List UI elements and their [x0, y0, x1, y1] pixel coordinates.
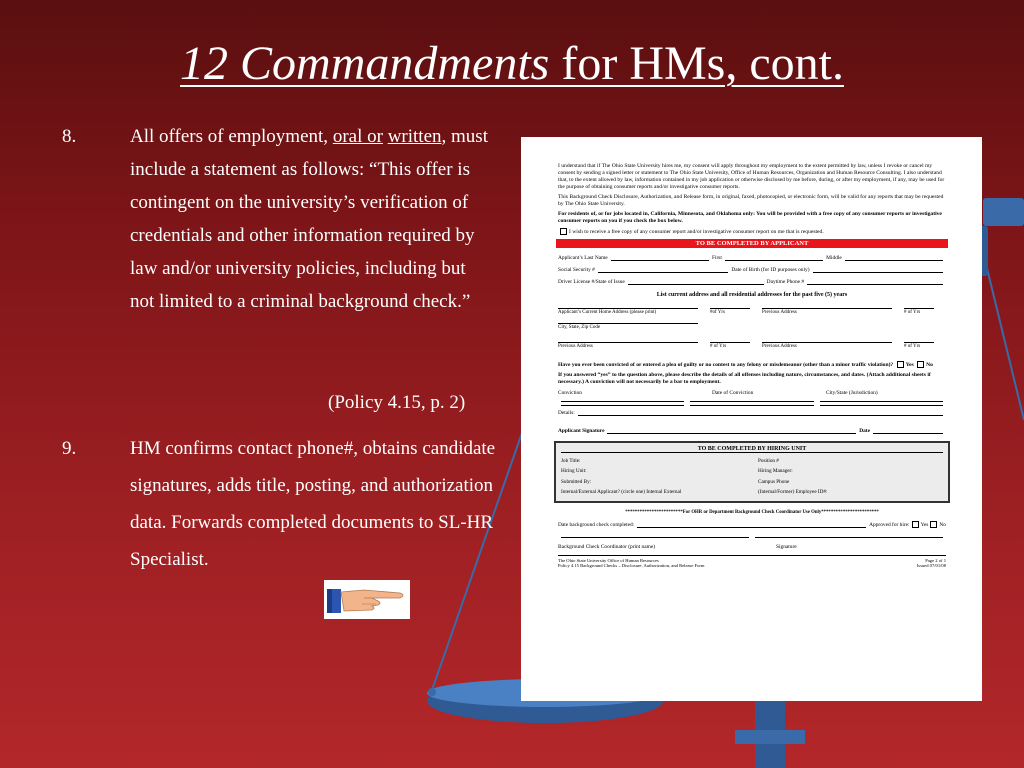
field-label: Social Security # — [558, 266, 595, 273]
slide-title — [0, 34, 1024, 94]
item8-rest: , must include a statement as follows: “This offer is contingent on the university’s verification of credentials and other information required by law and/or university policies, including but not limited to a criminal background check.” — [130, 126, 488, 312]
form-row — [558, 405, 946, 407]
field-label: Driver License #/State of Issue — [558, 278, 625, 285]
background-check-form-image — [521, 137, 982, 701]
field-label: Submitted By: — [561, 478, 592, 485]
field-label: Internal/External Applicant? (circle one) Internal External — [561, 489, 682, 496]
scale-post-ring — [735, 730, 805, 744]
item8-underlined-1: oral or — [332, 126, 383, 147]
field-label: Job Title: — [561, 457, 581, 464]
checkbox-icon — [930, 521, 937, 528]
checkbox-icon — [912, 521, 919, 528]
hiring-section-bar: TO BE COMPLETED BY HIRING UNIT — [561, 446, 943, 453]
title-rest: for HMs, cont. — [549, 37, 844, 90]
no-label: No — [926, 361, 933, 368]
conviction-question — [558, 361, 946, 369]
footer-text: The Ohio State University Office of Human Resources — [558, 557, 659, 563]
field-label: Date of Conviction — [712, 389, 754, 396]
checkbox-icon — [917, 361, 924, 368]
footer-text: Page 2 of 1 — [925, 557, 946, 563]
field-label: # of Yrs — [904, 308, 934, 315]
field-label: Background Check Coordinator (print name) — [558, 543, 656, 550]
field-label: Daytime Phone # — [766, 278, 805, 285]
field-label: # of Yrs — [710, 342, 750, 349]
field-label: #of Yrs — [710, 308, 750, 315]
item-text: HM confirms contact phone#, obtains candidate signatures, adds title, posting, and authorization data. Forwards completed documents to SL-HR Specialist. — [130, 438, 496, 570]
field-label: Date — [859, 427, 870, 434]
form-row — [558, 537, 946, 539]
form-row — [558, 521, 946, 529]
ohr-heading: ************************For OHR or Department Background Check Coordinator Use Only************************ — [625, 509, 879, 515]
conviction-columns — [558, 389, 946, 397]
field-label: Applicant’s Current Home Address (please print) — [558, 308, 698, 315]
field-label: First — [711, 254, 722, 261]
form-row — [558, 427, 946, 435]
form-checkbox-row — [558, 228, 946, 236]
field-label: Previous Address — [762, 308, 892, 315]
scale-chain-ring — [428, 688, 436, 696]
item8-underlined-2: written — [387, 126, 442, 147]
form-row — [558, 266, 946, 274]
yes-label: Yes — [905, 361, 914, 368]
form-para-3: For residents of, or for jobs located in, California, Minnesota, and Oklahoma only: You will be provided with a free copy of any consumer reports or investigative consumer reports on you if you check the box below. — [558, 211, 942, 224]
item-text — [130, 120, 490, 318]
address-row — [558, 323, 946, 330]
pointing-hand-icon — [324, 580, 410, 619]
field-label: Applicant’s Last Name — [558, 254, 608, 261]
form-row — [558, 409, 946, 417]
field-label: Approved for hire: — [869, 521, 910, 528]
scale-chain-far — [985, 260, 1024, 420]
form-para-1: I understand that if The Ohio State University hires me, my consent will apply throughout my employment to the extent permitted by law, unless I revoke or cancel my consent by sending a signed letter or statement to The Ohio State University, Office of Human Resources, Organization and Human Resource Consulting. I also understand that, to the extent allowed by law, information contained in my job application or otherwise disclosed by me before, during, or after my employment, if any, may be used for the purpose of obtaining consumer reports and/or investigative consumer reports. — [558, 163, 945, 190]
form-checkbox-text: I wish to receive a free copy of any consumer report and/or investigative consumer report on me that is requested. — [569, 228, 824, 235]
field-label: Campus Phone — [758, 478, 790, 485]
field-label: Yes — [920, 521, 929, 528]
form-row — [558, 401, 946, 403]
conviction-question-text: Have you ever been convicted of or entered a plea of guilty or no contest to any felony or misdemeanor (other than a minor traffic violation)? — [558, 361, 894, 368]
field-label: City/State (Jurisdiction) — [826, 389, 878, 396]
applicant-section-bar: TO BE COMPLETED BY APPLICANT — [556, 239, 948, 248]
field-label: Middle — [826, 254, 842, 261]
address-heading: List current address and all residential addresses for the past five (5) years — [656, 291, 848, 298]
field-label: Hiring Manager: — [758, 468, 793, 475]
scale-beam-end — [983, 198, 1024, 226]
conviction-detail: If you answered “yes” to the question above, please describe the details of all offenses including nature, circumstances, and dates. (Attach additional sheets if necessary.) A conviction will not necessarily be a bar to employment. — [558, 371, 931, 385]
title-italic: 12 Commandments — [180, 37, 550, 90]
item-number: 8. — [62, 126, 77, 147]
item-number: 9. — [62, 438, 77, 459]
item8-lead: All offers of employment, — [130, 126, 333, 147]
field-label: Previous Address — [558, 342, 698, 349]
address-row — [558, 308, 946, 315]
hiring-unit-box — [554, 441, 950, 503]
policy-citation: (Policy 4.15, p. 2) — [328, 392, 466, 413]
form-row — [558, 254, 946, 262]
field-label: (Internal/Former) Employee ID#: — [758, 489, 828, 496]
form-row — [558, 278, 946, 286]
field-label: Signature — [776, 543, 797, 550]
field-label: Date of Birth (for ID purposes only) — [731, 266, 810, 273]
field-label: Hiring Unit: — [561, 468, 587, 475]
form-row — [558, 543, 946, 551]
form-para-2: This Background Check Disclosure, Authorization, and Release form, in original, faxed, photocopied, or electronic form, will be valid for any reports that may be requested by The Ohio State University. — [558, 194, 944, 207]
field-label: Applicant Signature — [558, 427, 605, 434]
hiring-fields — [561, 456, 943, 498]
field-label: Conviction — [558, 389, 582, 396]
field-label: Previous Address — [762, 342, 892, 349]
address-row — [558, 342, 946, 349]
field-label: City, State, Zip Code — [558, 323, 698, 330]
footer-text: Issued 07/01/08 — [916, 563, 946, 569]
field-label: Date background check completed: — [558, 521, 635, 528]
checkbox-icon — [897, 361, 904, 368]
field-label: Position # — [758, 457, 779, 464]
footer-text: Policy 4.15 Background Checks – Disclosure, Authorization, and Release Form — [558, 563, 705, 569]
form-footer — [558, 555, 946, 569]
field-label: # of Yrs — [904, 342, 934, 349]
field-label: Details: — [558, 409, 575, 416]
checkbox-icon — [560, 228, 567, 235]
field-label: No — [939, 521, 946, 528]
